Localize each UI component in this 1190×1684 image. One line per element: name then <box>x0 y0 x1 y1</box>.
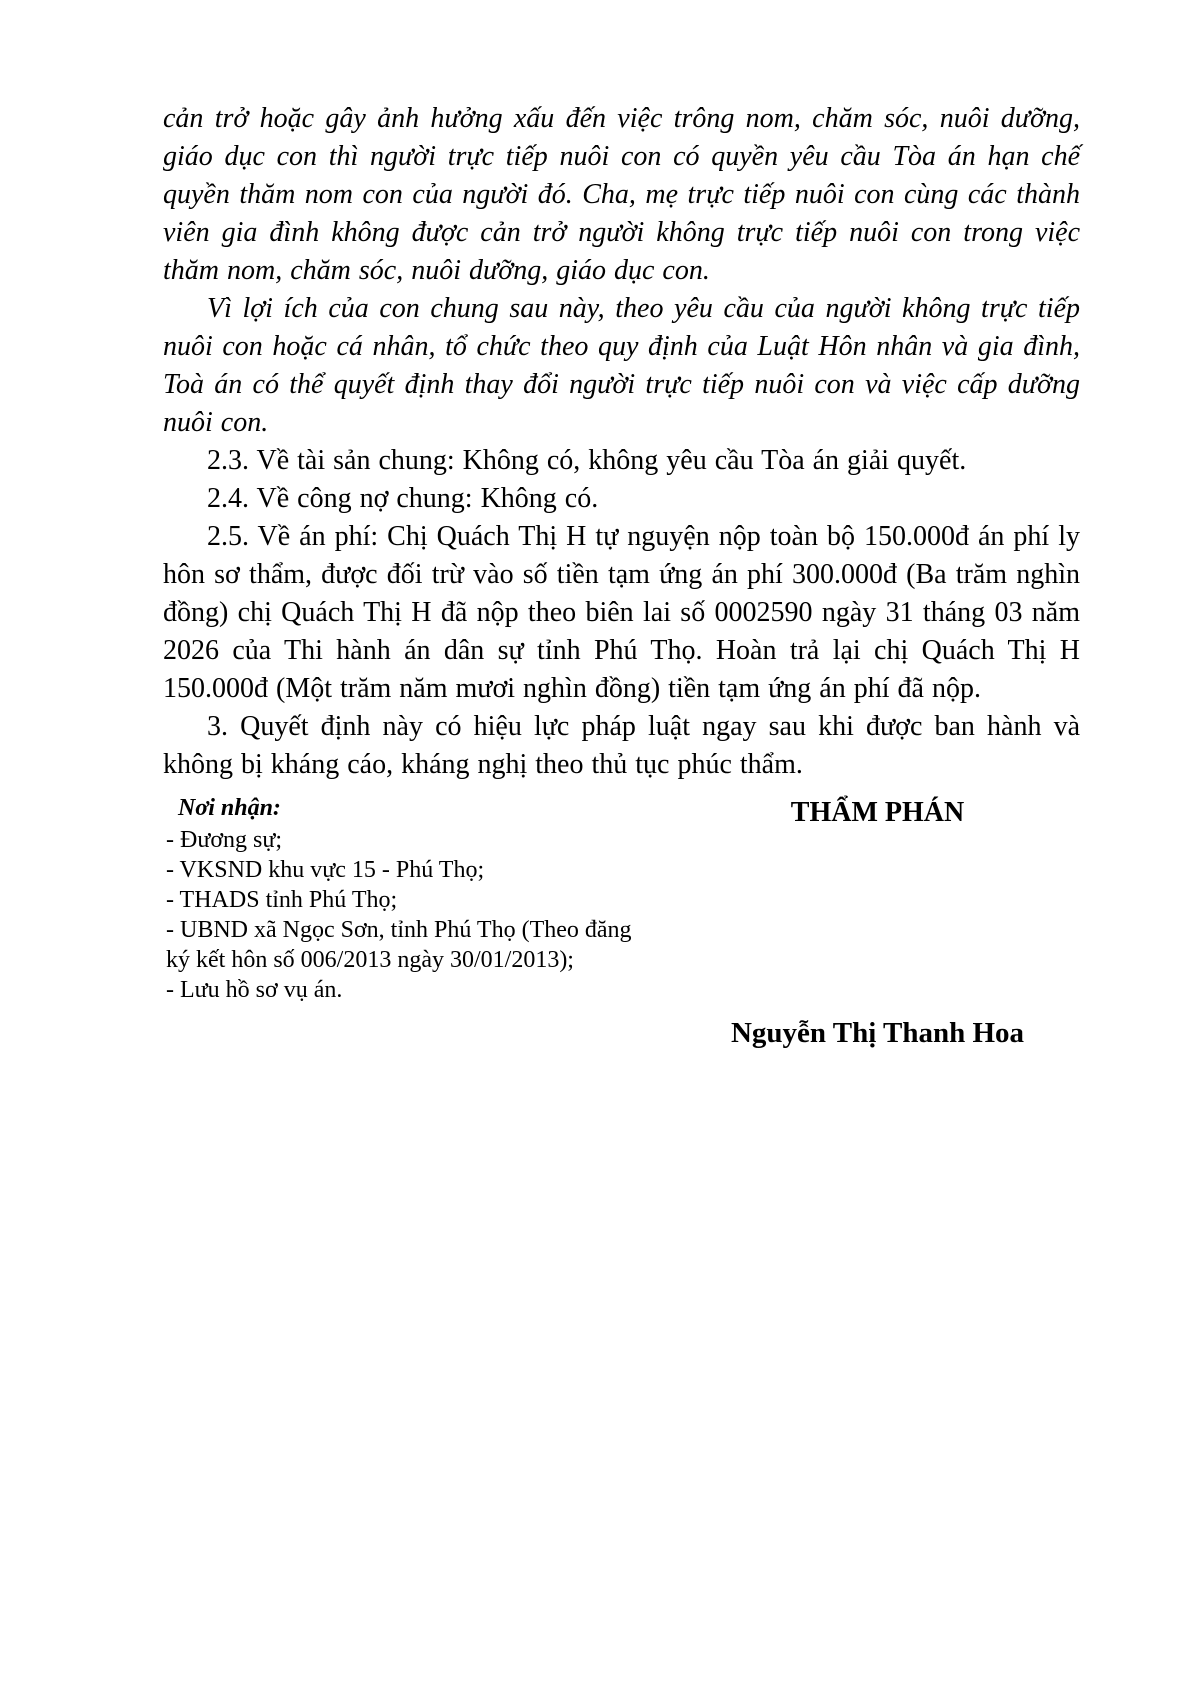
recipient-item: - Đương sự; <box>166 827 283 853</box>
recipient-item: - VKSND khu vực 15 - Phú Thọ; <box>166 857 485 883</box>
body-paragraph-law-quote-1: cản trở hoặc gây ảnh hưởng xấu đến việc trông nom, chăm sóc, nuôi dưỡng, giáo dục con thì người trực tiếp nuôi con có quyền yêu cầu Tòa án hạn chế quyền thăm nom con của người đó. Cha, mẹ trực tiếp nuôi con cùng các thành viên gia đình không được cản trở người không trực tiếp nuôi con trong việc thăm nom, chăm sóc, nuôi dưỡng, giáo dục con. <box>163 103 1080 286</box>
signature-space <box>650 831 1105 1015</box>
body-paragraph-clause-2-3: 2.3. Về tài sản chung: Không có, không yêu cầu Tòa án giải quyết. <box>207 445 967 476</box>
body-paragraph-clause-2-5: 2.5. Về án phí: Chị Quách Thị H tự nguyện nộp toàn bộ 150.000đ án phí ly hôn sơ thẩm, được đối trừ vào số tiền tạm ứng án phí 300.000đ (Ba trăm nghìn đồng) chị Quách Thị H đã nộp theo biên lai số 0002590 ngày 31 tháng 03 năm 2026 của Thi hành án dân sự tỉnh Phú Thọ. Hoàn trả lại chị Quách Thị H 150.000đ (Một trăm năm mươi nghìn đồng) tiền tạm ứng án phí đã nộp. <box>163 521 1080 704</box>
recipients-list <box>166 825 636 1005</box>
recipient-item: - THADS tỉnh Phú Thọ; <box>166 887 398 913</box>
recipient-item: - UBND xã Ngọc Sơn, tỉnh Phú Thọ (Theo đăng ký kết hôn số 006/2013 ngày 30/01/2013); <box>166 917 632 973</box>
body-paragraph-law-quote-2: Vì lợi ích của con chung sau này, theo yêu cầu của người không trực tiếp nuôi con hoặc cá nhân, tổ chức theo quy định của Luật Hôn nhân và gia đình, Toà án có thể quyết định thay đổi người trực tiếp nuôi con và việc cấp dưỡng nuôi con. <box>163 293 1080 438</box>
signature-block <box>650 795 1105 1051</box>
recipients-block <box>166 793 636 1005</box>
signature-title: THẨM PHÁN <box>790 797 965 828</box>
body-paragraph-clause-3: 3. Quyết định này có hiệu lực pháp luật ngay sau khi được ban hành và không bị kháng cáo, kháng nghị theo thủ tục phúc thẩm. <box>163 711 1080 780</box>
recipient-item: - Lưu hồ sơ vụ án. <box>166 977 343 1003</box>
recipients-heading: Nơi nhận: <box>178 795 281 821</box>
signature-name: Nguyễn Thị Thanh Hoa <box>730 1017 1025 1049</box>
body-paragraph-clause-2-4: 2.4. Về công nợ chung: Không có. <box>207 483 599 514</box>
document-body <box>163 100 1080 784</box>
